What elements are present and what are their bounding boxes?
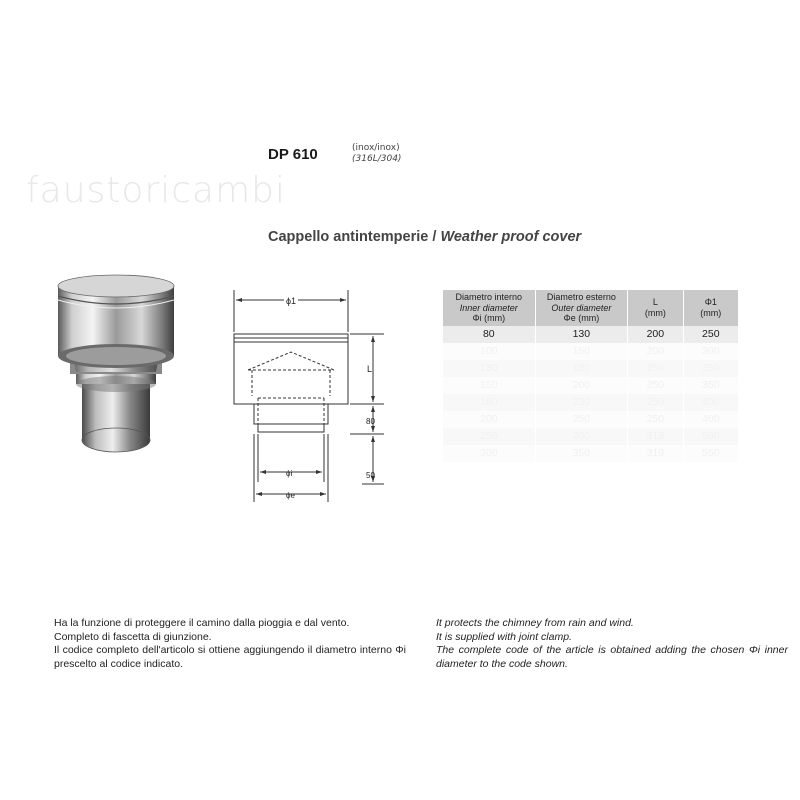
col-phi1-unit: (mm) bbox=[700, 307, 722, 318]
table-cell: 150 bbox=[535, 343, 628, 360]
watermark-text: faustoricambi bbox=[26, 170, 287, 211]
col-length-name: L bbox=[652, 297, 658, 308]
table-cell: 230 bbox=[535, 394, 628, 411]
table-cell: 250 bbox=[628, 411, 683, 428]
description-it-line-1: Ha la funzione di proteggere il camino dalla pioggia e dal vento. bbox=[54, 617, 350, 629]
table-cell: 250 bbox=[535, 411, 628, 428]
description-it-line-3: Il codice completo dell'articolo si ottiene aggiungendo il diametro interno Φi prescelto al codice indicato. bbox=[54, 644, 406, 670]
table-cell: 550 bbox=[683, 445, 738, 462]
table-cell: 400 bbox=[683, 394, 738, 411]
table-cell: 130 bbox=[535, 326, 628, 343]
table-cell: 250 bbox=[628, 377, 683, 394]
col-outer-sym: Φe (mm) bbox=[563, 313, 600, 323]
table-row bbox=[443, 377, 738, 394]
table-cell: 200 bbox=[628, 343, 683, 360]
spec-table bbox=[443, 290, 738, 462]
description-en-line-1: It protects the chimney from rain and wind. bbox=[436, 617, 634, 629]
description-en bbox=[436, 617, 788, 671]
table-header-row bbox=[443, 290, 738, 326]
table-row bbox=[443, 445, 738, 462]
table-row bbox=[443, 360, 738, 377]
col-length-unit: (mm) bbox=[644, 307, 666, 318]
col-outer-diameter bbox=[535, 290, 628, 326]
material-spec bbox=[352, 143, 401, 165]
col-outer-en: Outer diameter bbox=[551, 302, 612, 313]
col-inner-diameter bbox=[443, 290, 535, 326]
table-row bbox=[443, 343, 738, 360]
table-cell: 319 bbox=[628, 445, 683, 462]
col-inner-sym: Φi (mm) bbox=[472, 313, 506, 323]
table-row bbox=[443, 394, 738, 411]
table-cell: 80 bbox=[443, 326, 535, 343]
table-cell: 350 bbox=[683, 377, 738, 394]
dim-80-label: 80 bbox=[366, 417, 375, 426]
description-it bbox=[54, 617, 406, 671]
table-cell: 250 bbox=[628, 360, 683, 377]
table-cell: 180 bbox=[535, 360, 628, 377]
table-cell: 300 bbox=[535, 428, 628, 445]
table-cell: 300 bbox=[683, 343, 738, 360]
table-cell: 500 bbox=[683, 428, 738, 445]
col-inner-it: Diametro interno bbox=[455, 292, 523, 302]
dim-phie-label: ϕe bbox=[286, 491, 295, 500]
table-cell: 319 bbox=[628, 428, 683, 445]
dim-L-label: L bbox=[367, 364, 373, 374]
table-cell: 200 bbox=[443, 411, 535, 428]
description-it-line-2: Completo di fascetta di giunzione. bbox=[54, 630, 212, 643]
col-outer-it: Diametro esterno bbox=[546, 292, 616, 302]
dim-phi1-label: ϕ1 bbox=[285, 296, 297, 306]
dim-50-label: 50 bbox=[366, 471, 375, 480]
table-cell: 130 bbox=[443, 360, 535, 377]
technical-drawing bbox=[228, 282, 388, 507]
table-cell: 300 bbox=[443, 445, 535, 462]
table-cell: 250 bbox=[628, 394, 683, 411]
table-row bbox=[443, 428, 738, 445]
col-phi1-name: Φ1 bbox=[704, 297, 717, 308]
product-title bbox=[268, 229, 581, 245]
product-code: DP 610 bbox=[268, 146, 318, 163]
table-row bbox=[443, 326, 738, 343]
table-cell: 350 bbox=[683, 360, 738, 377]
product-title-it: Cappello antintemperie / bbox=[268, 229, 437, 245]
table-cell: 250 bbox=[443, 428, 535, 445]
product-photo bbox=[44, 272, 184, 462]
table-cell: 200 bbox=[628, 326, 683, 343]
col-phi1 bbox=[683, 290, 738, 326]
table-cell: 180 bbox=[443, 394, 535, 411]
table-cell: 150 bbox=[443, 377, 535, 394]
table-cell: 400 bbox=[683, 411, 738, 428]
col-length bbox=[628, 290, 683, 326]
material-line-1: (inox/inox) bbox=[352, 143, 400, 153]
dim-phii-label: ϕi bbox=[286, 469, 293, 478]
table-row bbox=[443, 411, 738, 428]
col-inner-en: Inner diameter bbox=[459, 302, 518, 313]
table-cell: 350 bbox=[535, 445, 628, 462]
product-title-en: Weather proof cover bbox=[440, 229, 582, 245]
material-line-2: (316L/304) bbox=[352, 154, 402, 164]
description-en-line-2: It is supplied with joint clamp. bbox=[436, 630, 572, 643]
table-cell: 250 bbox=[683, 326, 738, 343]
table-cell: 200 bbox=[535, 377, 628, 394]
table-cell: 100 bbox=[443, 343, 535, 360]
description-en-line-3: The complete code of the article is obtained adding the chosen Φi inner diameter to the code shown. bbox=[436, 644, 788, 670]
